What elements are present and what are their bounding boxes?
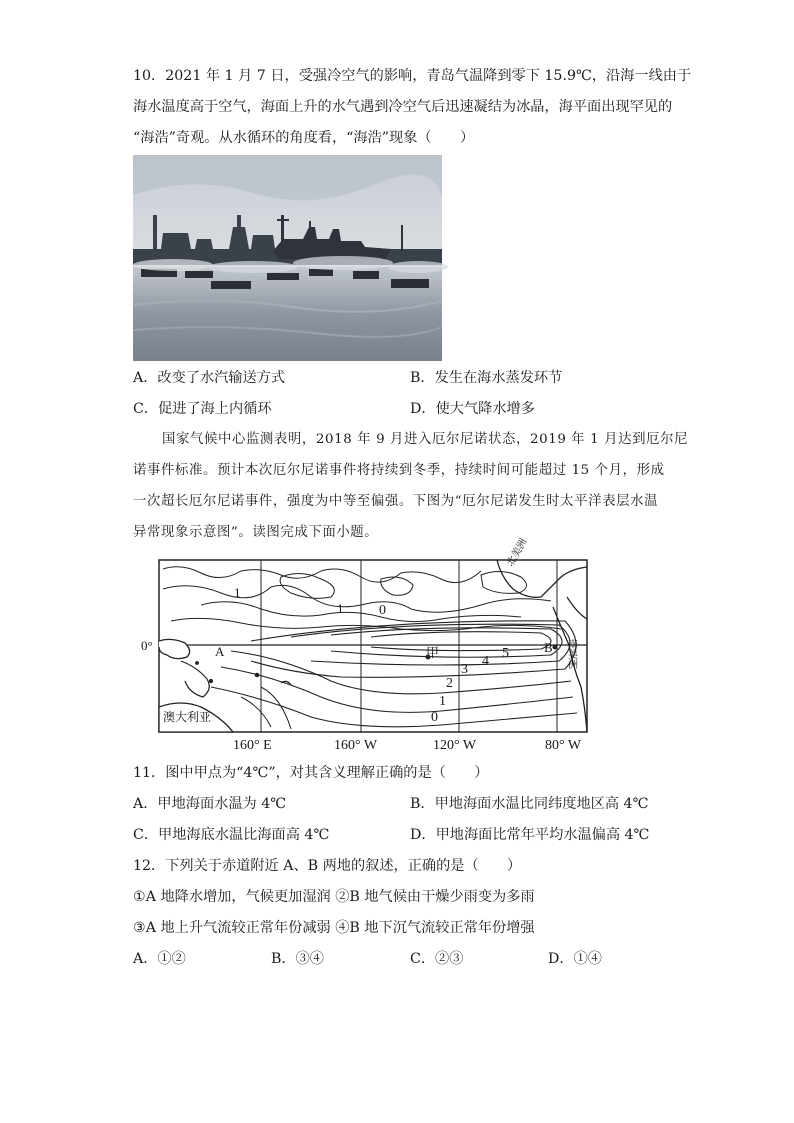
north-america-label: 北美洲 xyxy=(505,537,530,569)
q10-option-b: B．发生在海水蒸发环节 xyxy=(410,370,563,386)
south-america-label: 南美洲 xyxy=(565,639,577,669)
q12-stem: 12．下列关于赤道附近 A、B 两地的叙述，正确的是（ ） xyxy=(133,858,522,874)
q10-stem-line-3: “海浩”奇观。从水循环的角度看，“海浩”现象（ ） xyxy=(133,130,475,146)
q11-stem: 11．图中甲点为“4℃”，对其含义理解正确的是（ ） xyxy=(133,765,489,781)
passage-line-1: 国家气候中心监测表明，2018 年 9 月进入厄尔尼诺状态，2019 年 1 月达到厄尔尼 xyxy=(162,432,689,447)
passage-line-3: 一次超长厄尔尼诺事件，强度为中等至偏强。下图为“厄尔尼诺发生时太平洋表层水温 xyxy=(133,494,659,509)
contour-label: 0 xyxy=(431,710,438,725)
q12-option-d: D．①④ xyxy=(548,951,602,967)
point-jia-label: 甲 xyxy=(426,645,440,660)
q11-option-b: B．甲地海面水温比同纬度地区高 4℃ xyxy=(410,796,649,812)
contour-label: 1 xyxy=(234,585,241,600)
contour-label: 1 xyxy=(337,601,344,616)
longitude-label: 160° W xyxy=(334,738,378,753)
q10-stem-line-2: 海水温度高于空气，海面上升的水气遇到冷空气后迅速凝结为冰晶，海平面出现罕见的 xyxy=(133,99,673,115)
q10-option-d: D．使大气降水增多 xyxy=(410,401,535,417)
contour-label: 2 xyxy=(446,676,453,691)
q10-stem-line-1: 10．2021 年 1 月 7 日，受强冷空气的影响，青岛气温降到零下 15.9℃，沿海一线由于 xyxy=(133,68,692,84)
q10-option-a: A．改变了水汽输送方式 xyxy=(133,370,286,386)
longitude-label: 80° W xyxy=(545,738,582,753)
longitude-label: 160° E xyxy=(233,738,272,753)
contour-label: 4 xyxy=(482,654,489,669)
contour-label: 3 xyxy=(461,662,468,677)
q11-option-a: A．甲地海面水温为 4℃ xyxy=(133,796,287,812)
sea-smoke-photo xyxy=(133,155,442,361)
australia-label: 澳大利亚 xyxy=(163,710,212,724)
q11-option-c: C．甲地海底水温比海面高 4℃ xyxy=(133,827,330,843)
q10-option-c: C．促进了海上内循环 xyxy=(133,401,272,417)
point-a-label: A xyxy=(215,644,225,659)
point-b-label: B xyxy=(544,640,553,655)
sst-anomaly-map xyxy=(141,537,601,753)
q12-statement-line-1: ①A 地降水增加，气候更加湿润 ②B 地气候由干燥少雨变为多雨 xyxy=(133,889,535,905)
q12-statement-line-2: ③A 地上升气流较正常年份减弱 ④B 地下沉气流较正常年份增强 xyxy=(133,920,535,936)
contour-label: 1 xyxy=(439,694,446,709)
q12-option-a: A．①② xyxy=(133,951,186,967)
passage-line-4: 异常现象示意图”。读图完成下面小题。 xyxy=(133,525,379,540)
passage-line-2: 诺事件标准。预计本次厄尔尼诺事件将持续到冬季，持续时间可能超过 15 个月，形成 xyxy=(133,463,665,478)
contour-label: 5 xyxy=(502,646,509,661)
longitude-label: 120° W xyxy=(433,738,477,753)
q12-option-c: C．②③ xyxy=(410,951,464,967)
equator-label: 0° xyxy=(141,638,153,653)
q12-option-b: B．③④ xyxy=(271,951,324,967)
contour-label: 0 xyxy=(379,603,386,618)
q11-option-d: D．甲地海面比常年平均水温偏高 4℃ xyxy=(410,827,650,843)
